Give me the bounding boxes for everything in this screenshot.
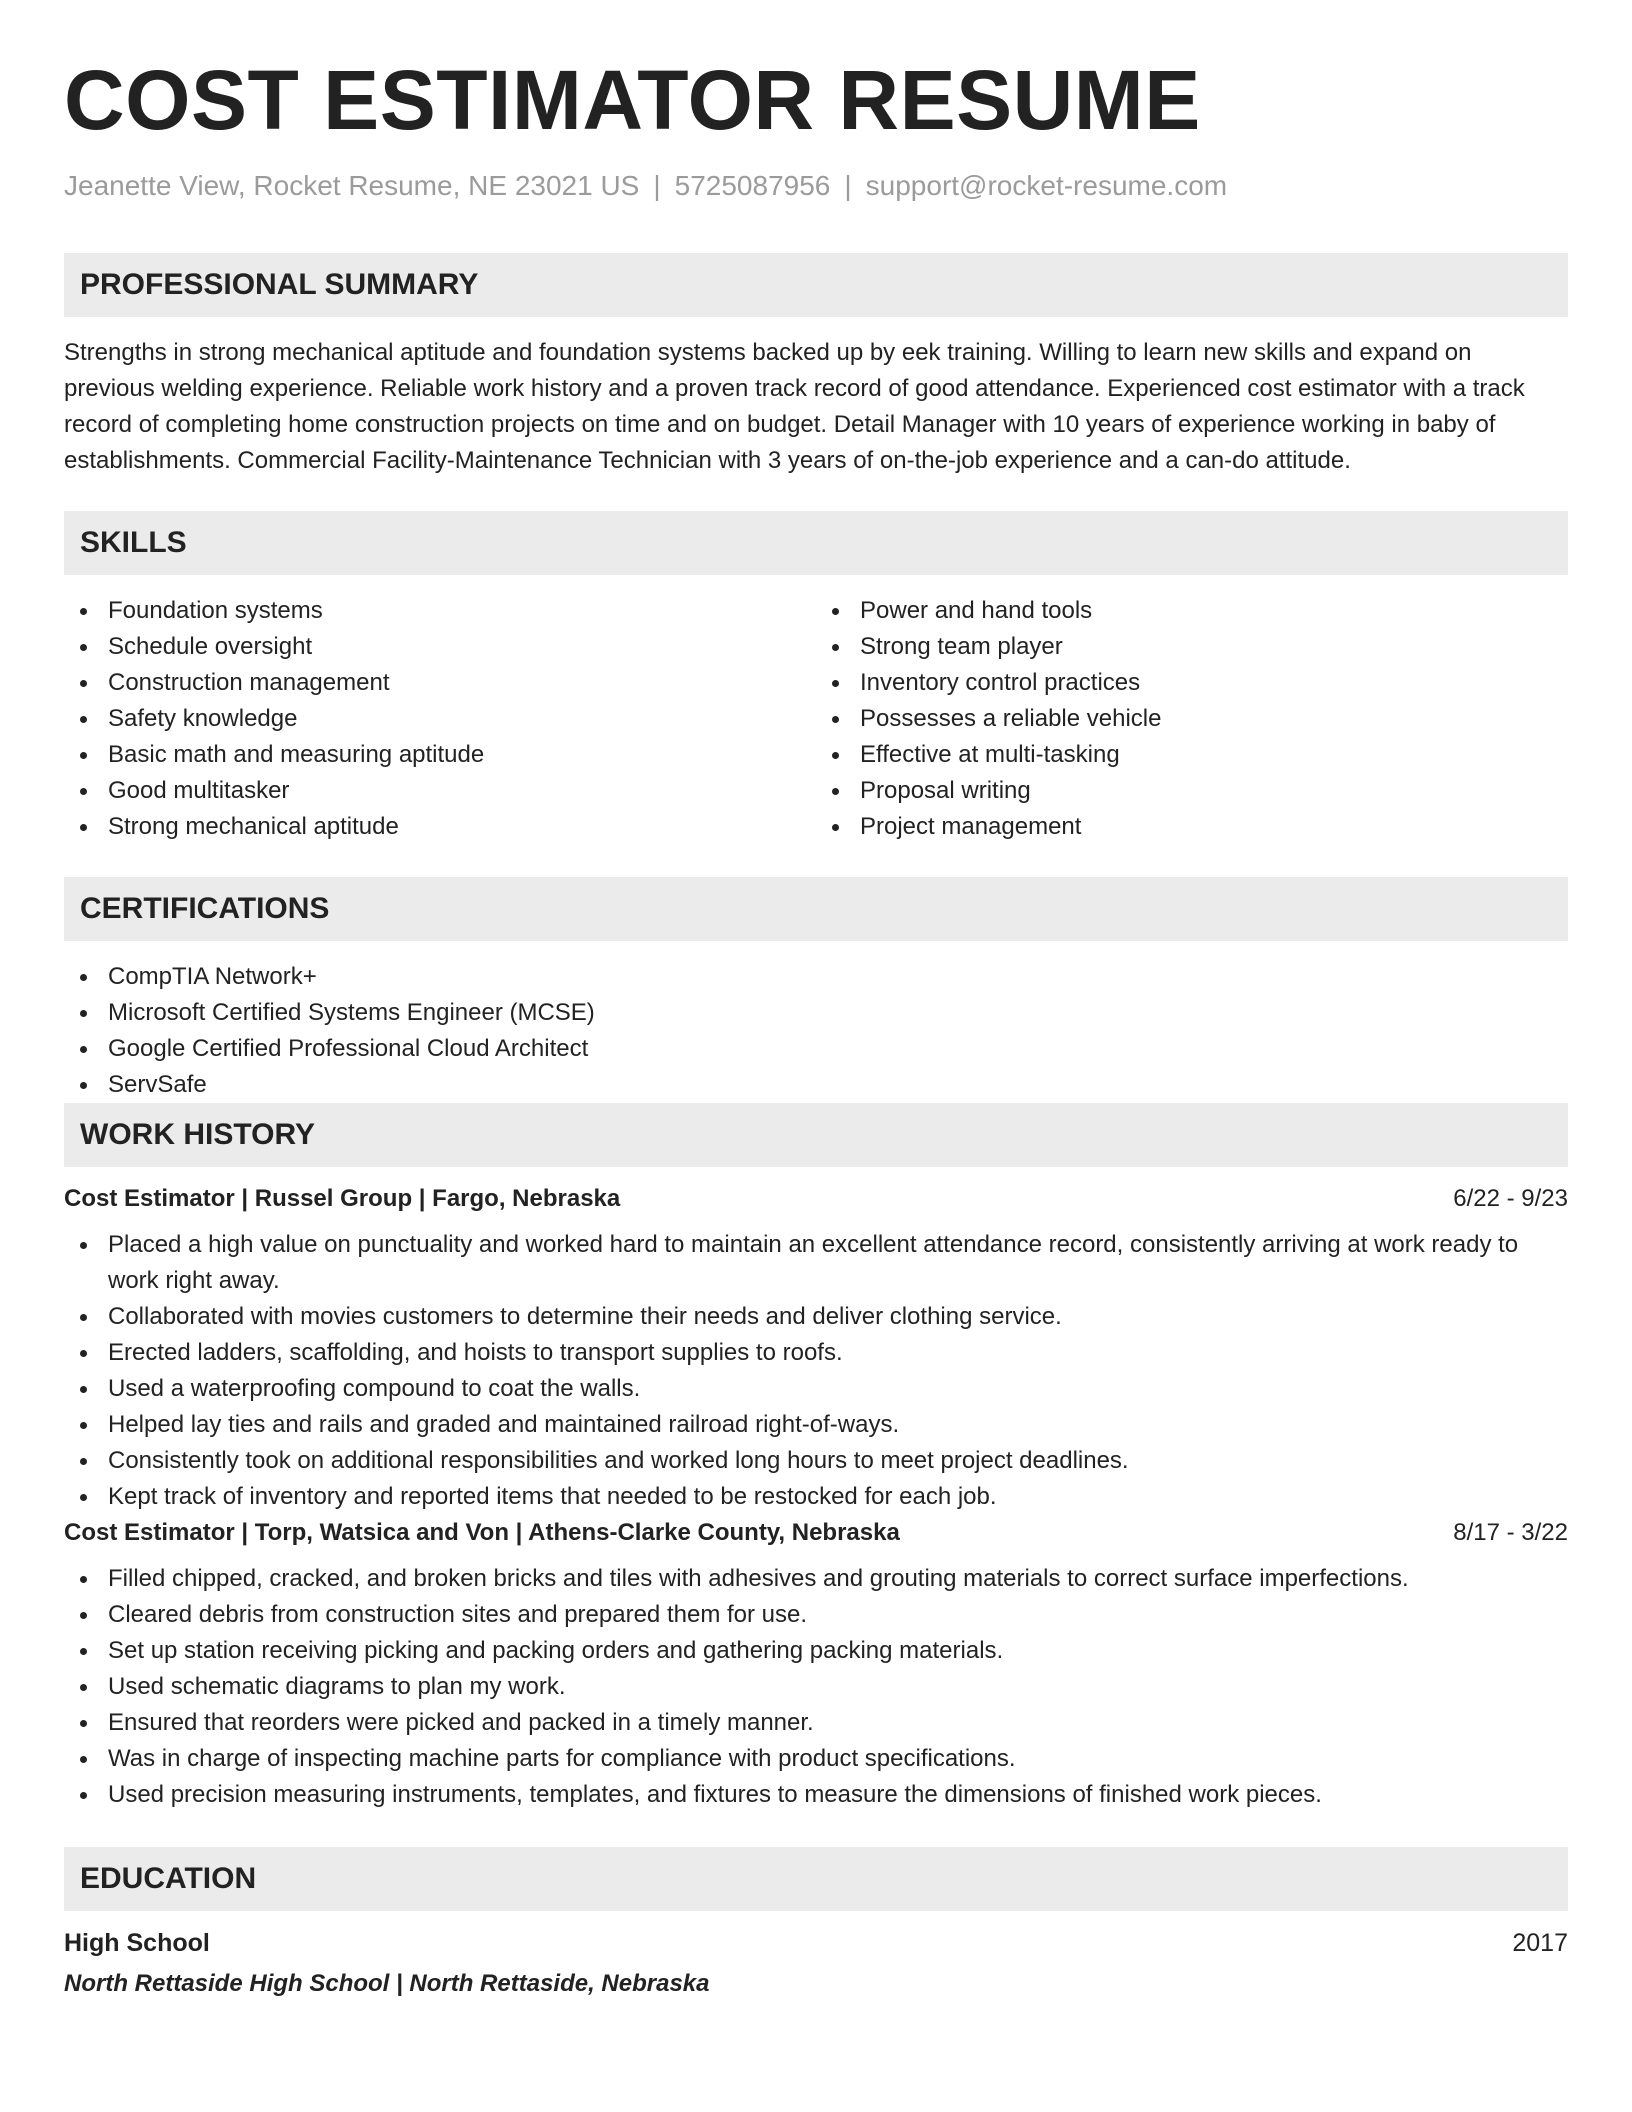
education-degree: High School xyxy=(64,1929,210,1957)
job-header xyxy=(64,1519,1568,1547)
skill-item: Possesses a reliable vehicle xyxy=(816,701,1568,737)
certification-item: Google Certified Professional Cloud Architect xyxy=(64,1031,1568,1067)
job-duty: Set up station receiving picking and packing orders and gathering packing materials. xyxy=(64,1633,1568,1669)
job-duty: Placed a high value on punctuality and worked hard to maintain an excellent attendance record, consistently arriving at work ready to work right away. xyxy=(64,1227,1568,1299)
skill-item: Strong team player xyxy=(816,629,1568,665)
certifications-list xyxy=(64,959,1568,1103)
job-duties-list xyxy=(64,1227,1568,1515)
skill-item: Construction management xyxy=(64,665,816,701)
skill-item: Foundation systems xyxy=(64,593,816,629)
job-duty: Used a waterproofing compound to coat the walls. xyxy=(64,1371,1568,1407)
section-heading-work-history: WORK HISTORY xyxy=(64,1103,1568,1167)
job-duty: Was in charge of inspecting machine parts for compliance with product specifications. xyxy=(64,1741,1568,1777)
job-title: Cost Estimator | Russel Group | Fargo, Nebraska xyxy=(64,1185,621,1212)
skill-item: Good multitasker xyxy=(64,773,816,809)
job-duty: Kept track of inventory and reported items that needed to be restocked for each job. xyxy=(64,1479,1568,1515)
job-duty: Erected ladders, scaffolding, and hoists to transport supplies to roofs. xyxy=(64,1335,1568,1371)
contact-line xyxy=(64,170,1568,202)
skill-item: Proposal writing xyxy=(816,773,1568,809)
job-duty: Collaborated with movies customers to determine their needs and deliver clothing service. xyxy=(64,1299,1568,1335)
contact-separator: | xyxy=(653,170,661,201)
job-dates: 6/22 - 9/23 xyxy=(1453,1185,1568,1212)
contact-address: Jeanette View, Rocket Resume, NE 23021 US xyxy=(64,170,640,201)
skills-columns xyxy=(64,593,1568,845)
job-dates: 8/17 - 3/22 xyxy=(1453,1519,1568,1546)
section-heading-certifications: CERTIFICATIONS xyxy=(64,877,1568,941)
skill-item: Inventory control practices xyxy=(816,665,1568,701)
job-duty: Helped lay ties and rails and graded and maintained railroad right-of-ways. xyxy=(64,1407,1568,1443)
education-year: 2017 xyxy=(1512,1929,1568,1957)
section-heading-education: EDUCATION xyxy=(64,1847,1568,1911)
certification-item: CompTIA Network+ xyxy=(64,959,1568,995)
skill-item: Effective at multi-tasking xyxy=(816,737,1568,773)
section-heading-summary: PROFESSIONAL SUMMARY xyxy=(64,253,1568,317)
job-duty: Ensured that reorders were picked and packed in a timely manner. xyxy=(64,1705,1568,1741)
job-duties-list xyxy=(64,1561,1568,1813)
job-duty: Used precision measuring instruments, templates, and fixtures to measure the dimensions of finished work pieces. xyxy=(64,1777,1568,1813)
education-school: North Rettaside High School | North Rettaside, Nebraska xyxy=(64,1970,710,1997)
skill-item: Power and hand tools xyxy=(816,593,1568,629)
contact-phone: 5725087956 xyxy=(674,170,831,201)
contact-email: support@rocket-resume.com xyxy=(865,170,1228,201)
job-header xyxy=(64,1185,1568,1213)
skills-list-right xyxy=(816,593,1568,845)
job-duty: Cleared debris from construction sites and prepared them for use. xyxy=(64,1597,1568,1633)
section-heading-skills: SKILLS xyxy=(64,511,1568,575)
skills-list-left xyxy=(64,593,816,845)
skill-item: Schedule oversight xyxy=(64,629,816,665)
skill-item: Safety knowledge xyxy=(64,701,816,737)
skill-item: Basic math and measuring aptitude xyxy=(64,737,816,773)
summary-text: Strengths in strong mechanical aptitude and foundation systems backed up by eek training. Willing to learn new skills and expand on previous welding experience. Reliable work history and a proven track record of good attendance. Experienced cost estimator with a track record of completing home construction projects on time and on budget. Detail Manager with 10 years of experience working in baby of establishments. Commercial Facility-Maintenance Technician with 3 years of on-the-job experience and a can-do attitude. xyxy=(64,339,1525,474)
resume-title: COST ESTIMATOR RESUME xyxy=(64,53,1201,147)
certification-item: Microsoft Certified Systems Engineer (MCSE) xyxy=(64,995,1568,1031)
job-title: Cost Estimator | Torp, Watsica and Von | Athens-Clarke County, Nebraska xyxy=(64,1519,900,1546)
job-duty: Consistently took on additional responsibilities and worked long hours to meet project deadlines. xyxy=(64,1443,1568,1479)
certification-item: ServSafe xyxy=(64,1067,1568,1103)
job-duty: Filled chipped, cracked, and broken bricks and tiles with adhesives and grouting materials to correct surface imperfections. xyxy=(64,1561,1568,1597)
skill-item: Project management xyxy=(816,809,1568,845)
education-header xyxy=(64,1929,1568,1958)
contact-separator: | xyxy=(844,170,852,201)
job-duty: Used schematic diagrams to plan my work. xyxy=(64,1669,1568,1705)
skill-item: Strong mechanical aptitude xyxy=(64,809,816,845)
